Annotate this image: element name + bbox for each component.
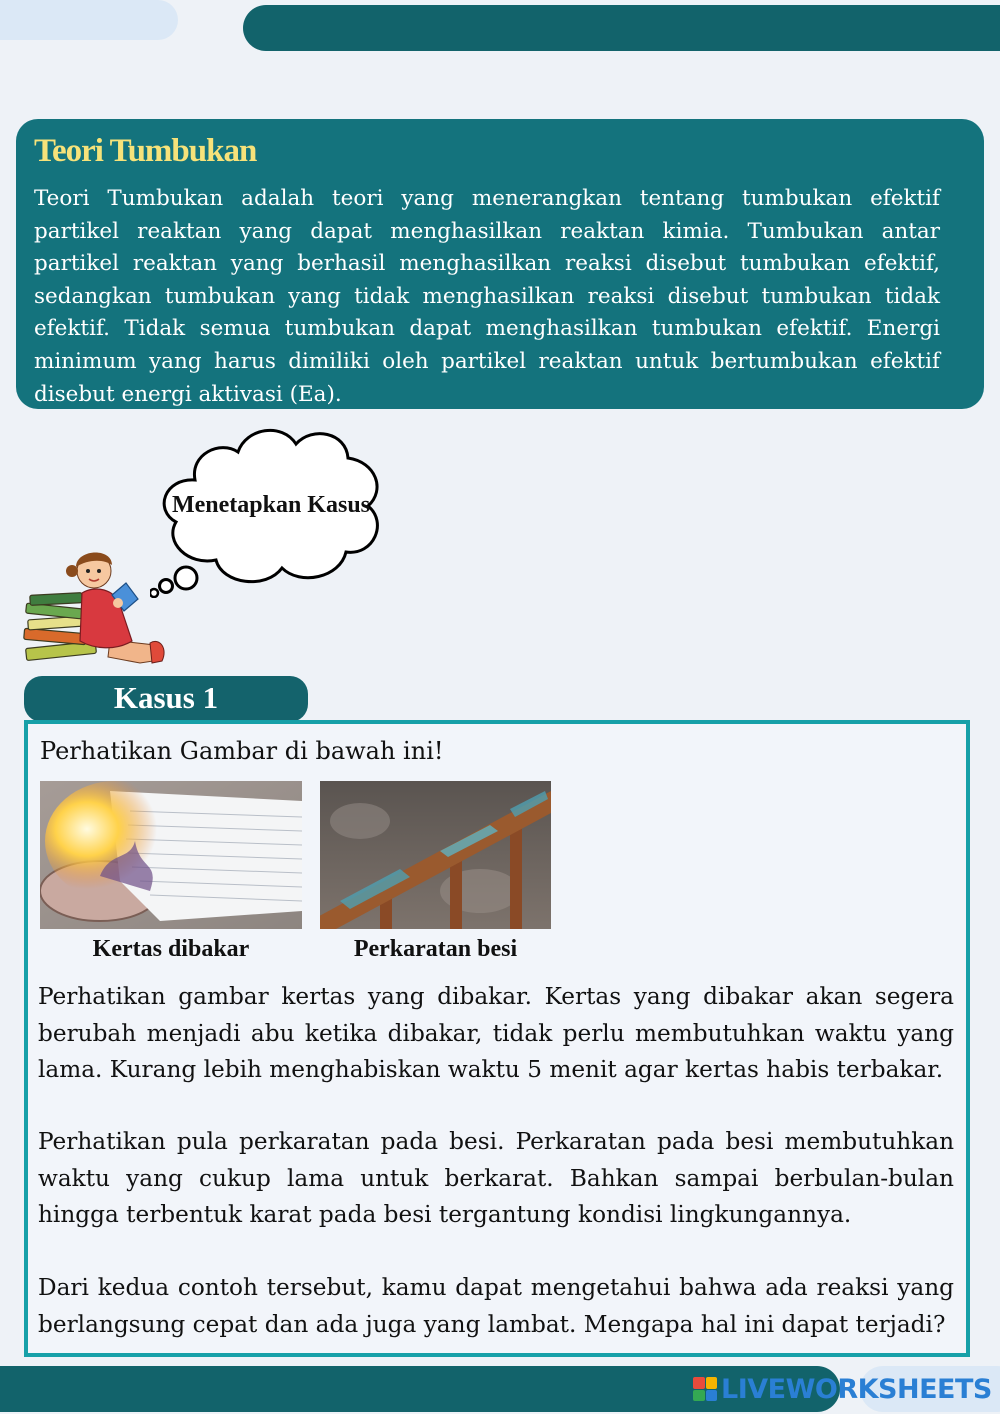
rusty-iron-photo [320, 781, 551, 929]
theory-card [16, 119, 984, 409]
case-paragraph: Perhatikan gambar kertas yang dibakar. Kertas yang dibakar akan segera berubah menjadi abu ketika dibakar, tidak perlu membutuhkan waktu yang lama. Kurang lebih menghabiskan waktu 5 menit agar kertas habis terbakar. [38, 983, 954, 1083]
burning-paper-photo [40, 781, 302, 929]
top-header-bar [243, 5, 1000, 51]
image-caption-paper: Kertas dibakar [92, 936, 250, 962]
brand-text: LIVEWORKSHEETS [721, 1373, 992, 1405]
liveworksheets-brand[interactable] [693, 1374, 992, 1404]
case-tab [24, 676, 308, 722]
reading-girl-icon [20, 545, 175, 675]
case-paragraph: Dari kedua contoh tersebut, kamu dapat mengetahui bahwa ada reaksi yang berlangsung cepat dan ada juga yang lambat. Mengapa hal ini dapat terjadi? [38, 1274, 954, 1338]
case-instruction: Perhatikan Gambar di bawah ini! [40, 737, 444, 765]
top-left-decor [0, 0, 178, 40]
image-caption-iron: Perkaratan besi [353, 936, 518, 962]
thought-bubble-label: Menetapkan Kasus [171, 492, 371, 518]
liveworksheets-logo-icon [693, 1377, 717, 1401]
theory-title: Teori Tumbukan [34, 133, 257, 169]
case-paragraph: Perhatikan pula perkaratan pada besi. Perkaratan pada besi membutuhkan waktu yang cukup lama untuk berkarat. Bahkan sampai berbulan-bulan hingga terbentuk karat pada besi tergantung kondisi lingkungannya. [38, 1128, 954, 1228]
case-tab-label: Kasus 1 [113, 680, 219, 715]
theory-body: Teori Tumbukan adalah teori yang menerangkan tentang tumbukan efektif partikel reaktan yang dapat menghasilkan reaktan kimia. Tumbukan antar partikel reaktan yang berhasil menghasilkan reaksi disebut tumbukan efektif, sedangkan tumbukan yang tidak menghasilkan reaksi disebut tumbukan tidak efektif. Tidak semua tumbukan dapat menghasilkan tumbukan efektif. Energi minimum yang harus dimiliki oleh partikel reaktan untuk bertumbukan efektif disebut energi aktivasi (Ea). [34, 186, 940, 407]
